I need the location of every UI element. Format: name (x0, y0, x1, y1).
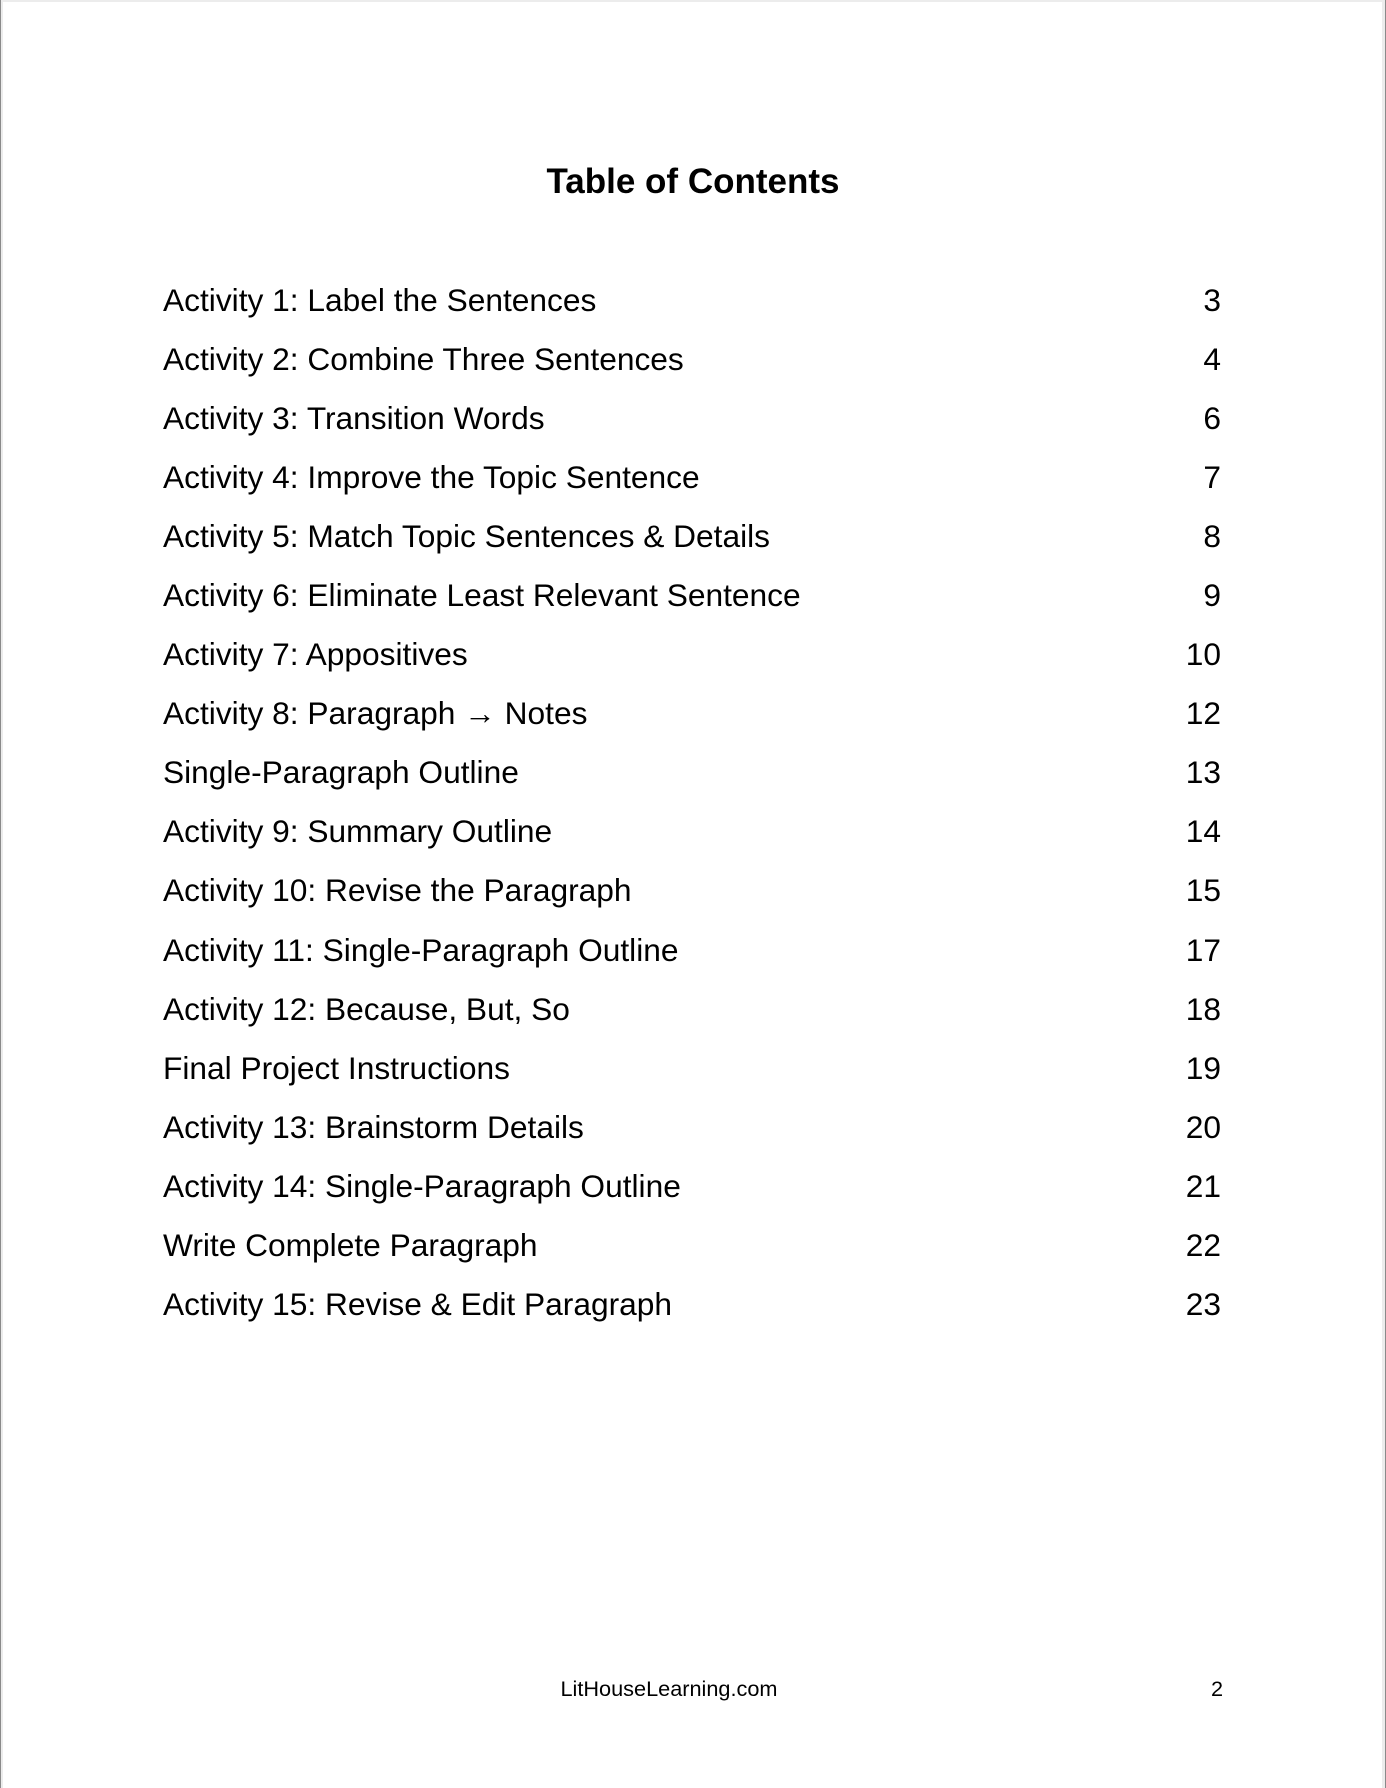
toc-entry-page: 22 (1185, 1226, 1221, 1263)
toc-entry[interactable] (163, 1048, 1221, 1107)
toc-entry-label: Activity 1: Label the Sentences (163, 282, 597, 318)
toc-entry-label: Activity 8: Paragraph → Notes (163, 695, 588, 732)
toc-entry-label: Activity 7: Appositives (163, 636, 468, 673)
footer-page-number: 2 (1210, 1676, 1223, 1701)
toc-entry-page: 23 (1185, 1285, 1221, 1322)
toc-entry-page: 20 (1185, 1108, 1221, 1145)
toc-entry-label: Single-Paragraph Outline (163, 754, 519, 791)
toc-entry-label: Activity 3: Transition Words (163, 400, 545, 437)
toc-entry-label: Activity 6: Eliminate Least Relevant Sentence (163, 577, 801, 614)
toc-entry-page: 12 (1185, 695, 1221, 732)
toc-entry[interactable] (163, 811, 1221, 870)
toc-entry-label: Activity 2: Combine Three Sentences (163, 341, 684, 378)
toc-entry[interactable] (163, 1166, 1221, 1225)
toc-entry-label: Activity 9: Summary Outline (163, 813, 553, 850)
toc-entry-label: Write Complete Paragraph (163, 1226, 538, 1263)
toc-entry-label: Activity 14: Single-Paragraph Outline (163, 1167, 681, 1204)
table-of-contents (163, 280, 1221, 1343)
toc-entry[interactable] (163, 634, 1221, 693)
toc-entry-label: Activity 15: Revise & Edit Paragraph (163, 1285, 672, 1322)
toc-entry-page: 6 (1203, 400, 1221, 437)
toc-entry[interactable] (163, 339, 1221, 398)
toc-entry-label: Activity 13: Brainstorm Details (163, 1108, 584, 1145)
toc-entry[interactable] (163, 1284, 1221, 1343)
toc-entry[interactable] (163, 575, 1221, 634)
toc-entry-label: Final Project Instructions (163, 1049, 510, 1086)
toc-entry[interactable] (163, 516, 1221, 575)
toc-entry-page: 18 (1185, 990, 1221, 1027)
toc-entry[interactable] (163, 989, 1221, 1048)
toc-entry-label: Activity 10: Revise the Paragraph (163, 872, 632, 909)
toc-entry[interactable] (163, 930, 1221, 989)
toc-entry-label: Activity 11: Single-Paragraph Outline (163, 931, 679, 968)
toc-entry-label: Activity 12: Because, But, So (163, 990, 570, 1027)
toc-entry-page: 10 (1185, 636, 1221, 673)
toc-entry-page: 7 (1203, 459, 1221, 496)
toc-entry[interactable] (163, 280, 1221, 339)
footer-website: LitHouseLearning.com (560, 1676, 778, 1701)
toc-entry[interactable] (163, 1107, 1221, 1166)
toc-entry-page: 4 (1203, 341, 1221, 378)
toc-entry[interactable] (163, 457, 1221, 516)
toc-entry-label: Activity 4: Improve the Topic Sentence (163, 459, 700, 496)
toc-entry-page: 15 (1185, 872, 1221, 909)
toc-entry-page: 19 (1185, 1049, 1221, 1086)
toc-entry[interactable] (163, 870, 1221, 929)
toc-entry-page: 17 (1185, 931, 1221, 968)
toc-entry[interactable] (163, 752, 1221, 811)
toc-entry-page: 8 (1203, 518, 1221, 555)
toc-entry[interactable] (163, 693, 1221, 752)
toc-entry-page: 13 (1185, 754, 1221, 791)
toc-entry-label: Activity 5: Match Topic Sentences & Details (163, 518, 771, 555)
toc-entry[interactable] (163, 1225, 1221, 1284)
toc-entry-page: 21 (1185, 1167, 1221, 1204)
toc-entry-page: 9 (1203, 577, 1221, 614)
toc-entry-page: 3 (1203, 282, 1221, 318)
page-title: Table of Contents (546, 162, 840, 201)
toc-entry-page: 14 (1185, 813, 1221, 850)
toc-entry[interactable] (163, 398, 1221, 457)
